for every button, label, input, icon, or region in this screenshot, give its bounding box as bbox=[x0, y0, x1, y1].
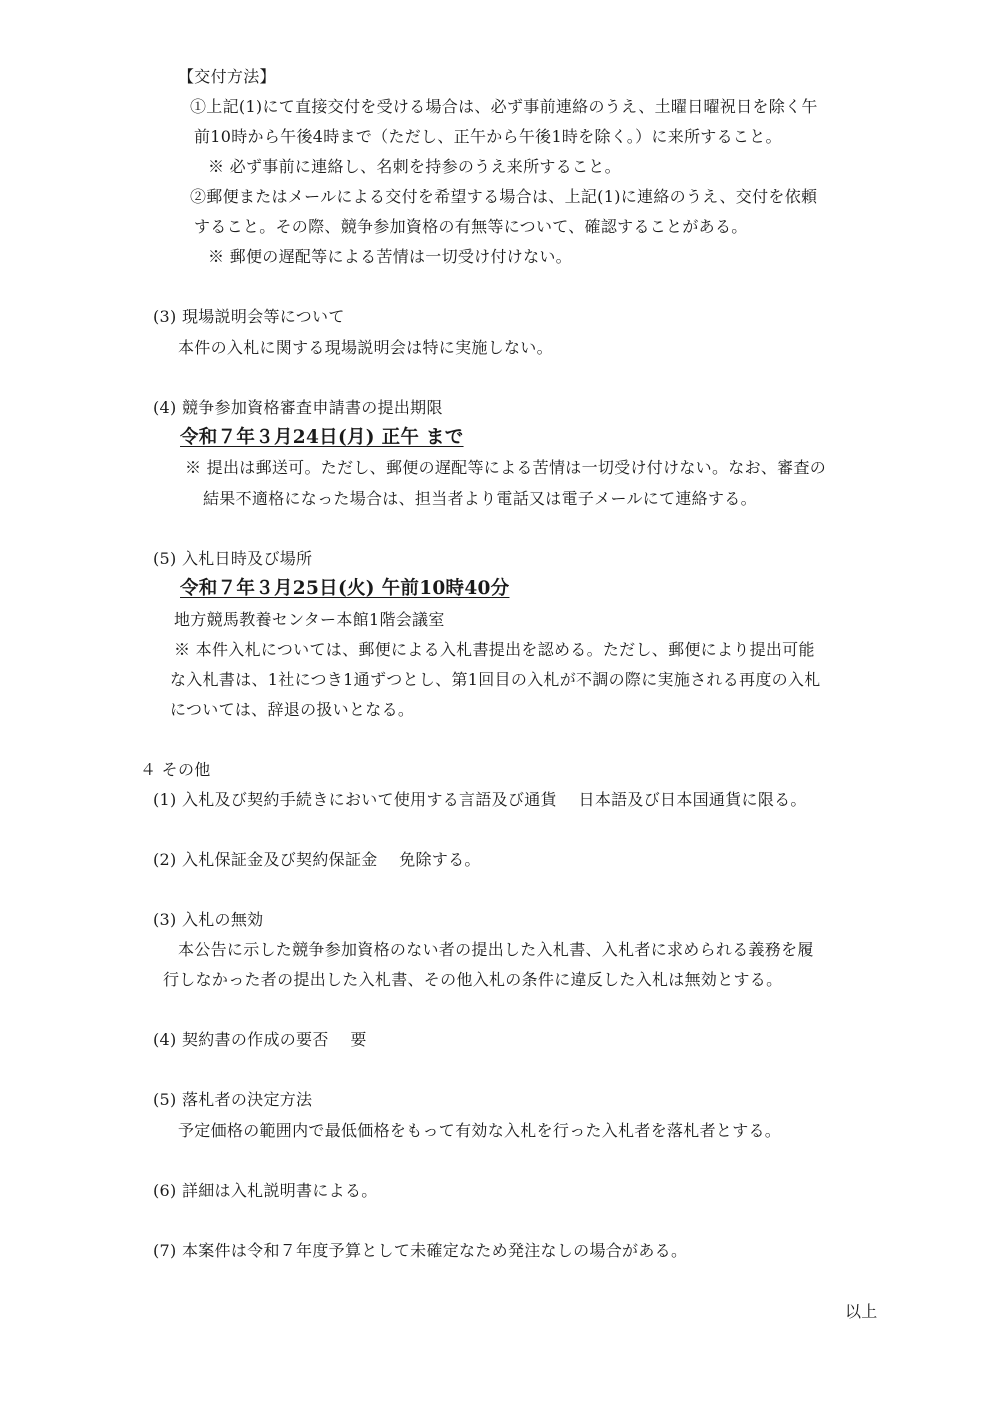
other-item5-body: 予定価格の範囲内で最低価格をもって有効な入札を行った入札者を落札者とする。 bbox=[178, 1121, 782, 1140]
delivery-item1-note: ※ 必ず事前に連絡し、名刺を持参のうえ来所すること。 bbox=[208, 157, 621, 176]
delivery-item2-line2: すること。その際、競争参加資格の有無等について、確認することがある。 bbox=[194, 217, 748, 236]
section5-note-line2: な入札書は、1社につき1通ずつとし、第1回目の入札が不調の際に実施される再度の入札 bbox=[170, 670, 821, 689]
other-item1: (1) 入札及び契約手続きにおいて使用する言語及び通貨 日本語及び日本国通貨に限る。 bbox=[153, 790, 807, 809]
section-other-heading: ４ その他 bbox=[140, 760, 211, 779]
submission-deadline: 令和７年３月24日(月) 正午 まで bbox=[180, 427, 464, 448]
other-item7: (7) 本案件は令和７年度予算として未確定なため発注なしの場合がある。 bbox=[153, 1241, 688, 1260]
bid-place: 地方競馬教養センター本館1階会議室 bbox=[174, 610, 445, 629]
closing-mark: 以上 bbox=[845, 1302, 878, 1321]
section5-note-line1: ※ 本件入札については、郵便による入札書提出を認める。ただし、郵便により提出可能 bbox=[174, 640, 815, 659]
delivery-item1-line1: ①上記(1)にて直接交付を受ける場合は、必ず事前連絡のうえ、土曜日曜祝日を除く午 bbox=[190, 97, 818, 116]
section5-heading: (5) 入札日時及び場所 bbox=[153, 549, 313, 568]
bid-datetime: 令和７年３月25日(火) 午前10時40分 bbox=[180, 578, 510, 599]
section3-heading: (3) 現場説明会等について bbox=[153, 307, 345, 326]
other-item3-line1: 本公告に示した競争参加資格のない者の提出した入札書、入札者に求められる義務を履 bbox=[178, 940, 814, 959]
section4-note-line2: 結果不適格になった場合は、担当者より電話又は電子メールにて連絡する。 bbox=[203, 489, 757, 508]
section5-note-line3: については、辞退の扱いとなる。 bbox=[170, 700, 415, 719]
other-item5-heading: (5) 落札者の決定方法 bbox=[153, 1090, 313, 1109]
other-item2: (2) 入札保証金及び契約保証金 免除する。 bbox=[153, 850, 481, 869]
delivery-method-heading: 【交付方法】 bbox=[178, 67, 276, 86]
other-item3-line2: 行しなかった者の提出した入札書、その他入札の条件に違反した入札は無効とする。 bbox=[163, 970, 783, 989]
delivery-item2-note: ※ 郵便の遅配等による苦情は一切受け付けない。 bbox=[208, 247, 572, 266]
section4-heading: (4) 競争参加資格審査申請書の提出期限 bbox=[153, 398, 443, 417]
other-item6: (6) 詳細は入札説明書による。 bbox=[153, 1181, 378, 1200]
other-item3-heading: (3) 入札の無効 bbox=[153, 910, 264, 929]
section4-note-line1: ※ 提出は郵送可。ただし、郵便の遅配等による苦情は一切受け付けない。なお、審査の bbox=[185, 458, 827, 477]
section3-body: 本件の入札に関する現場説明会は特に実施しない。 bbox=[178, 338, 553, 357]
delivery-item2-line1: ②郵便またはメールによる交付を希望する場合は、上記(1)に連絡のうえ、交付を依頼 bbox=[190, 187, 818, 206]
delivery-item1-line2: 前10時から午後4時まで（ただし、正午から午後1時を除く。）に来所すること。 bbox=[194, 127, 782, 146]
other-item4: (4) 契約書の作成の要否 要 bbox=[153, 1030, 367, 1049]
